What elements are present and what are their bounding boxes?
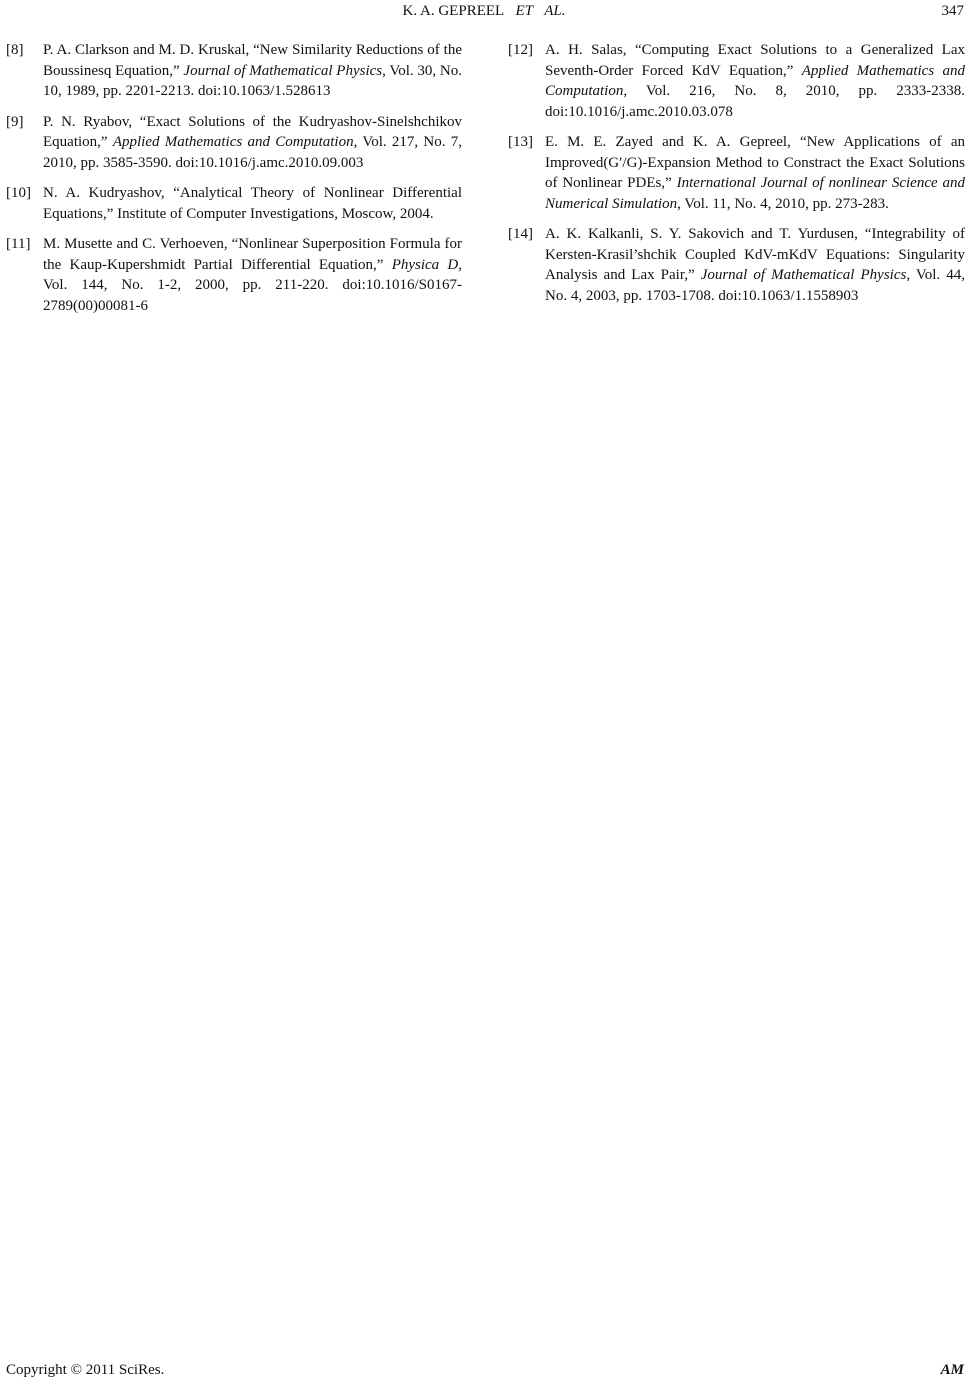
footer-copyright: Copyright © 2011 SciRes.	[6, 1362, 165, 1378]
header-al: AL.	[544, 3, 566, 19]
reference-column-left	[6, 40, 462, 326]
reference-text: M. Musette and C. Verhoeven, “Nonlinear Superposition Formula for the Kaup-Kupershmidt Partial Differential Equation,” Physica D, Vol. 144, No. 1-2, 2000, pp. 211-220. doi:10.1016/S0167-2789(00)00081-6	[43, 236, 462, 314]
reference-column-right	[508, 40, 965, 316]
reference-text: P. A. Clarkson and M. D. Kruskal, “New Similarity Reductions of the Boussinesq Equation,” Journal of Mathematical Physics, Vol. 30, No. 10, 1989, pp. 2201-2213. doi:10.1063/1.528613	[43, 42, 463, 99]
journal-title: Applied Mathematics and Computation	[112, 134, 354, 150]
reference-text: E. M. E. Zayed and K. A. Gepreel, “New Applications of an Improved(G′/G)-Expansion Method to Constract the Exact Solutions of Nonlinear PDEs,” International Journal of nonlinear Science and Numerical Simulation, Vol. 11, No. 4, 2010, pp. 273-283.	[545, 134, 966, 212]
header-authors: K. A. GEPREEL	[402, 3, 505, 19]
page-number: 347	[941, 3, 964, 19]
reference-text: P. N. Ryabov, “Exact Solutions of the Kudryashov-Sinelshchikov Equation,” Applied Mathematics and Computation, Vol. 217, No. 7, 2010, pp. 3585-3590. doi:10.1016/j.amc.2010.09.003	[43, 113, 462, 171]
reference-item	[6, 112, 462, 174]
reference-number: [9]	[6, 113, 24, 130]
reference-number: [12]	[508, 42, 533, 58]
reference-item	[6, 234, 462, 316]
reference-number: [11]	[6, 236, 31, 252]
reference-item	[6, 40, 462, 102]
journal-title: International Journal of nonlinear Science and Numerical Simulation	[545, 175, 966, 212]
footer-journal-abbr: AM	[940, 1362, 964, 1378]
reference-number: [14]	[508, 226, 533, 242]
reference-number: [13]	[508, 134, 533, 150]
running-header	[0, 3, 968, 20]
reference-item	[6, 183, 462, 224]
reference-text: A. K. Kalkanli, S. Y. Sakovich and T. Yurdusen, “Integrability of Kersten-Krasil’shchik Coupled KdV-mKdV Equations: Singularity Analysis and Lax Pair,” Journal of Mathematical Physics, Vol. 44, No. 4, 2003, pp. 1703-1708. doi:10.1063/1.1558903	[545, 226, 965, 304]
reference-item	[508, 40, 965, 122]
reference-text: N. A. Kudryashov, “Analytical Theory of Nonlinear Differential Equations,” Institute of Computer Investigations, Moscow, 2004.	[43, 185, 462, 222]
reference-item	[508, 132, 965, 214]
journal-title: Journal of Mathematical Physics	[700, 267, 907, 283]
reference-number: [10]	[6, 185, 31, 201]
reference-text: A. H. Salas, “Computing Exact Solutions to a Generalized Lax Seventh-Order Forced KdV Equation,” Applied Mathematics and Computation, Vol. 216, No. 8, 2010, pp. 2333-2338. doi:10.1016/j.amc.2010.03.078	[545, 42, 965, 120]
reference-number: [8]	[6, 42, 24, 58]
reference-item	[508, 224, 965, 306]
journal-title: Physica D	[391, 256, 459, 273]
journal-title: Journal of Mathematical Physics	[183, 62, 383, 79]
header-et: ET	[515, 3, 533, 19]
journal-title: Applied Mathematics and Computation	[545, 62, 965, 99]
